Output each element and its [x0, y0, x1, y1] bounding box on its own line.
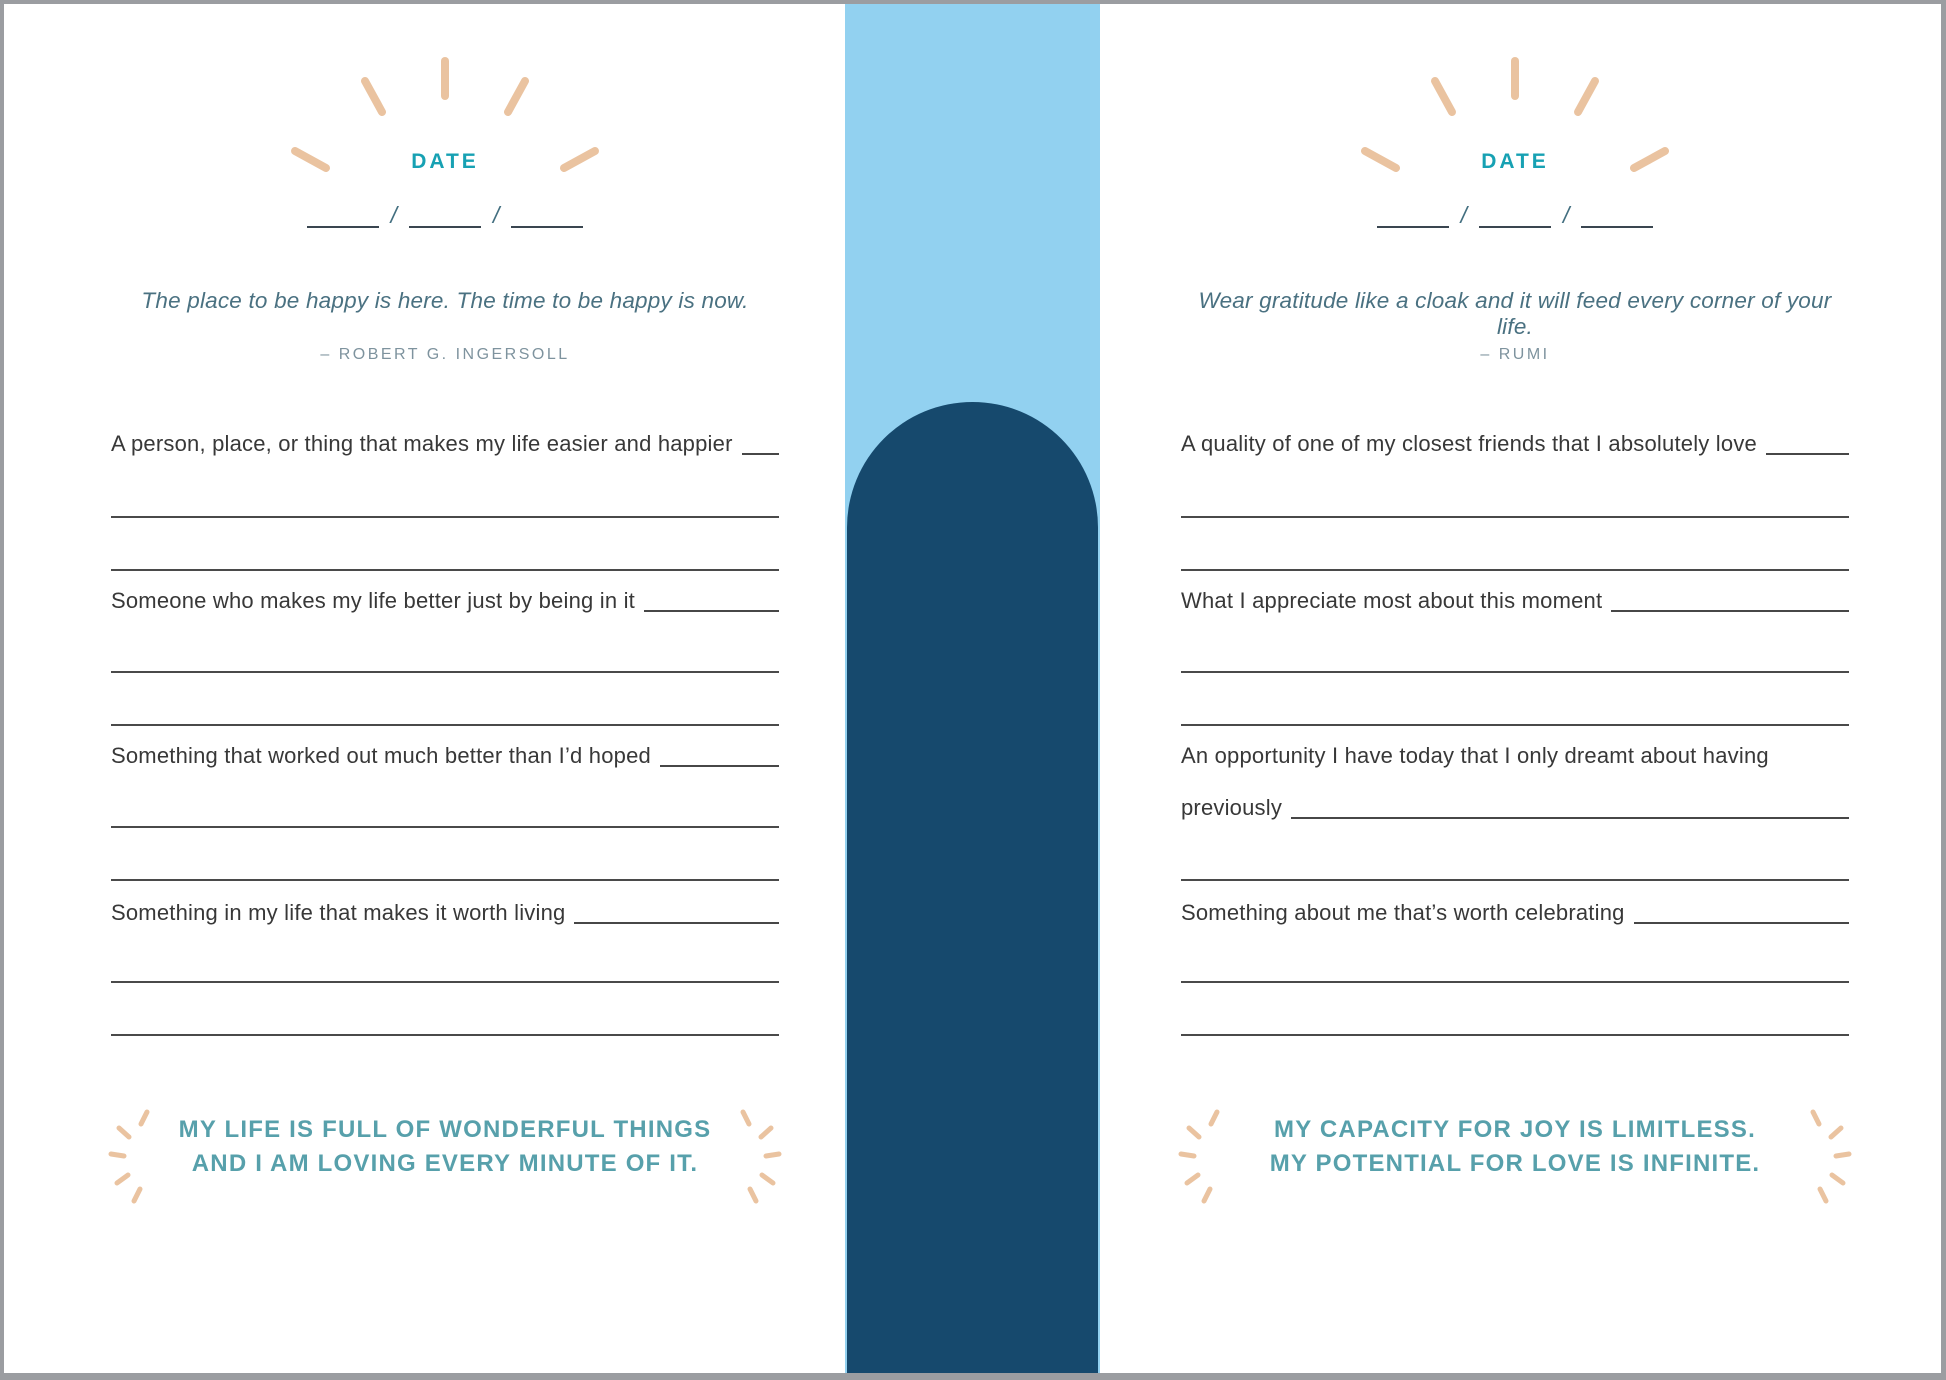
- writing-line: [111, 516, 779, 518]
- quote-attribution: – RUMI: [1480, 346, 1550, 363]
- writing-line: [111, 981, 779, 983]
- date-separator: /: [1460, 202, 1467, 228]
- prompt-text: A person, place, or thing that makes my life easier and happier: [111, 431, 733, 456]
- writing-line: [1181, 671, 1849, 673]
- date-label: DATE: [1481, 150, 1549, 173]
- page-canvas: [4, 4, 1941, 1373]
- prompt-row: [111, 588, 779, 614]
- date-blank-year: [1581, 202, 1653, 228]
- date-blank-day: [409, 202, 481, 228]
- quote-text: Wear gratitude like a cloak and it will feed every corner of your life.: [1198, 288, 1832, 339]
- answer-blank: [660, 765, 779, 767]
- bookmark-ribbon: [847, 402, 1098, 1373]
- writing-line: [1181, 516, 1849, 518]
- writing-line: [111, 879, 779, 881]
- answer-blank: [644, 610, 779, 612]
- affirmation-text: MY POTENTIAL FOR LOVE IS INFINITE.: [1269, 1150, 1761, 1177]
- date-separator: /: [1563, 202, 1570, 228]
- date-fill-in: [111, 198, 779, 228]
- book-spine-band: [845, 4, 1100, 1373]
- prompt-row: [1181, 431, 1849, 457]
- answer-blank: [574, 922, 779, 924]
- prompt-text: previously: [1181, 795, 1283, 820]
- writing-line: [1181, 879, 1849, 881]
- writing-line: [1181, 1034, 1849, 1036]
- prompt-text: A quality of one of my closest friends that I absolutely love: [1181, 431, 1757, 456]
- prompt-text: Something about me that’s worth celebrating: [1181, 900, 1625, 925]
- date-blank-month: [307, 202, 379, 228]
- prompt-text: What I appreciate most about this moment: [1181, 588, 1603, 613]
- writing-line: [111, 826, 779, 828]
- affirmation-text: MY LIFE IS FULL OF WONDERFUL THINGS: [178, 1116, 712, 1143]
- sparkle-icon: [1807, 1100, 1853, 1212]
- writing-line: [111, 569, 779, 571]
- answer-blank: [1291, 817, 1849, 819]
- date-blank-day: [1479, 202, 1551, 228]
- writing-line: [1181, 724, 1849, 726]
- writing-line: [111, 1034, 779, 1036]
- journal-page-right: [1181, 4, 1849, 1373]
- writing-line: [111, 724, 779, 726]
- sparkle-icon: [1177, 1100, 1223, 1212]
- affirmation-text: AND I AM LOVING EVERY MINUTE OF IT.: [191, 1150, 699, 1177]
- prompt-row-continuation: [1181, 795, 1849, 821]
- prompt-text: Something that worked out much better than I’d hoped: [111, 743, 651, 768]
- date-separator: /: [493, 202, 500, 228]
- answer-blank: [1634, 922, 1849, 924]
- date-blank-month: [1377, 202, 1449, 228]
- prompt-row: [111, 900, 779, 926]
- answer-blank: [1611, 610, 1849, 612]
- prompt-row: [1181, 588, 1849, 614]
- prompt-text: An opportunity I have today that I only dreamt about having: [1181, 743, 1769, 768]
- journal-page-left: [111, 4, 779, 1373]
- prompt-row: [111, 743, 779, 769]
- writing-line: [111, 671, 779, 673]
- prompt-row: [111, 431, 779, 457]
- date-blank-year: [511, 202, 583, 228]
- date-separator: /: [390, 202, 397, 228]
- quote-attribution: – ROBERT G. INGERSOLL: [320, 346, 570, 363]
- answer-blank: [1766, 453, 1849, 455]
- prompt-text: Something in my life that makes it worth living: [111, 900, 566, 925]
- prompt-row: [1181, 743, 1849, 769]
- prompt-text: Someone who makes my life better just by being in it: [111, 588, 635, 613]
- prompt-row: [1181, 900, 1849, 926]
- writing-line: [1181, 569, 1849, 571]
- date-label: DATE: [411, 150, 479, 173]
- sparkle-icon: [737, 1100, 783, 1212]
- affirmation-text: MY CAPACITY FOR JOY IS LIMITLESS.: [1274, 1116, 1756, 1143]
- quote-text: The place to be happy is here. The time to be happy is now.: [141, 288, 749, 313]
- sparkle-icon: [107, 1100, 153, 1212]
- answer-blank: [742, 453, 779, 455]
- writing-line: [1181, 981, 1849, 983]
- date-fill-in: [1181, 198, 1849, 228]
